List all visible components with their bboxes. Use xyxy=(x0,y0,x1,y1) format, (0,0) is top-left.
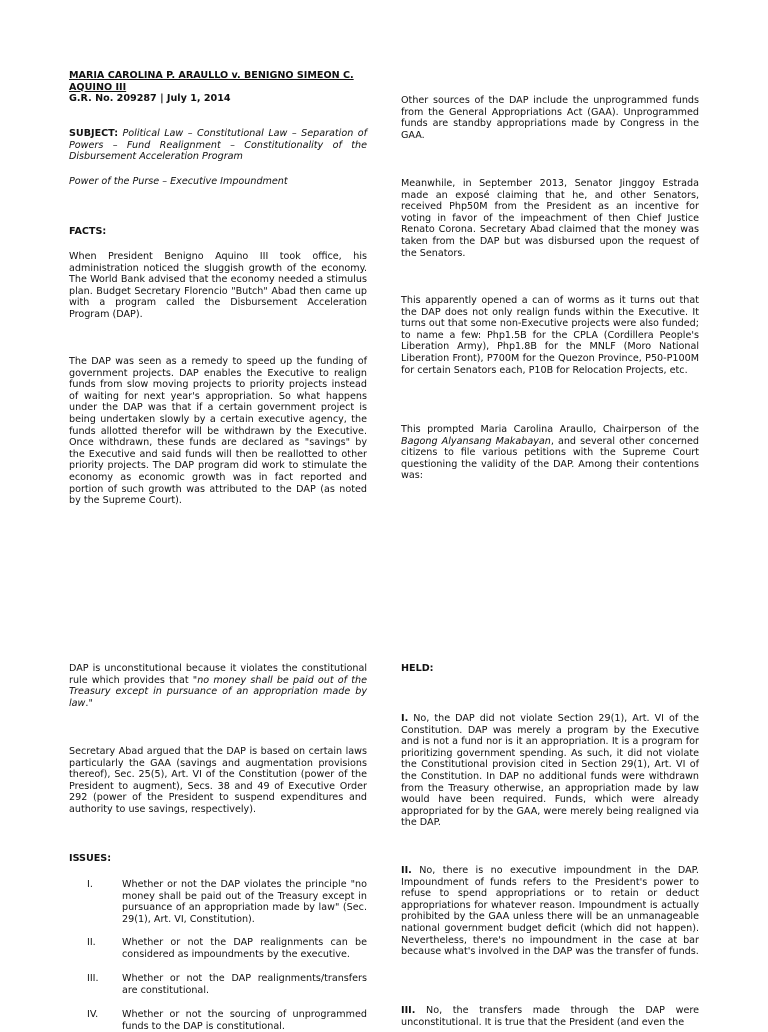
issue-number: IV. xyxy=(87,1009,99,1020)
held-text: No, the DAP did not violate Section 29(1), Art. VI of the Constitution. DAP was merely a program by the Executive and is not a fund nor is it an appropriation. It is a program for prioritizing government spending. As such, it did not violate the Constitutional provision cited in Section 29(1), Art. VI of the Constitution. In DAP no additional funds were withdrawn from the Treasury otherwise, an appropriation made by law would have been required. Funds, which were already appropriated for by the GAA, were merely being realigned via the DAP. xyxy=(401,713,700,829)
unprogrammed-funds-paragraph: Other sources of the DAP include the unprogrammed funds from the General Appropriations Act (GAA). Unprogrammed funds are standby appropriations made by Congress in the GAA. xyxy=(401,95,699,141)
contention-text: DAP is unconstitutional because it violates the constitutional rule which provides that " xyxy=(69,663,367,686)
estrada-expose-paragraph: Meanwhile, in September 2013, Senator Jinggoy Estrada made an exposé claiming that he, and other Senators, received Php50M from the President as an incentive for voting in favor of the impeachment of then Chief Justice Renato Corona. Secretary Abad claimed that the money was taken from the DAP but was disbursed upon the request of the Senators. xyxy=(401,178,699,259)
case-title xyxy=(69,70,367,93)
held-heading: HELD: xyxy=(401,663,434,674)
contention-end: ." xyxy=(85,697,93,709)
issue-item xyxy=(69,1009,367,1032)
facts-paragraph-2: The DAP was seen as a remedy to speed up the funding of government projects. DAP enables the Executive to realign funds from slow moving projects to priority projects instead of waiting for next year's appropriation. So what happens under the DAP was that if a certain government project is being undertaken slowly by a certain executive agency, the funds allotted therefor will be withdrawn by the Executive. Once withdrawn, these funds are declared as "savings" by the Executive and said funds will then be reallotted to other priority projects. The DAP program did work to stimulate the economy as economic growth was in fact reported and portion of such growth was attributed to the DAP (as noted by the Supreme Court). xyxy=(69,356,367,507)
issue-text: Whether or not the DAP realignments can be considered as impoundments by the executive. xyxy=(122,937,367,960)
issue-number: III. xyxy=(87,973,99,984)
held-item xyxy=(401,865,699,958)
issue-number: I. xyxy=(87,879,93,890)
gr-number: G.R. No. 209287 | July 1, 2014 xyxy=(69,93,231,104)
organization-name: Bagong Alyansang Makabayan xyxy=(401,435,551,447)
held-item xyxy=(401,713,699,829)
topic: Power of the Purse – Executive Impoundment xyxy=(69,176,288,187)
issue-number: II. xyxy=(87,937,96,948)
issue-text: Whether or not the DAP violates the principle "no money shall be paid out of the Treasury except in pursuance of an appropriation made by law" (Sec. 29(1), Art. VI, Constitution). xyxy=(122,879,367,925)
contention-quote: no money shall be paid out of the Treasury except in pursuance of an appropriation made by law xyxy=(69,674,367,709)
subject-label: SUBJECT: xyxy=(69,128,119,139)
facts-heading: FACTS: xyxy=(69,226,107,237)
case-title-line1: MARIA CAROLINA P. ARAULLO v. BENIGNO SIMEON C. xyxy=(69,70,354,81)
subject-text: Political Law – Constitutional Law – Separation of Powers – Fund Realignment – Constitutionality of the Disbursement Acceleration Program xyxy=(69,128,367,163)
petitions-text-end: , and several other concerned citizens to file various petitions with the Supreme Court questioning the validity of the DAP. Among their contentions was: xyxy=(401,435,699,482)
abad-argument-paragraph: Secretary Abad argued that the DAP is based on certain laws particularly the GAA (savings and augmentation provisions thereof), Sec. 25(5), Art. VI of the Constitution (power of the President to augment), Secs. 38 and 49 of Executive Order 292 (power of the President to suspend expenditures and authority to use savings, respectively). xyxy=(69,746,367,815)
case-title-line2: AQUINO III xyxy=(69,81,127,93)
petitions-paragraph xyxy=(401,424,699,482)
non-executive-projects-paragraph: This apparently opened a can of worms as it turns out that the DAP does not only realign funds within the Executive. It turns out that some non-Executive projects were also funded; to name a few: Php1.5B for the CPLA (Cordillera People's Liberation Army), Php1.8B for the MNLF (Moro National Liberation Front), P700M for the Quezon Province, P50-P100M for certain Senators each, P10B for Relocation Projects, etc. xyxy=(401,295,699,376)
issue-item xyxy=(69,973,367,996)
held-number: I. xyxy=(401,713,409,724)
subject xyxy=(69,128,367,163)
facts-paragraph-1: When President Benigno Aquino III took office, his administration noticed the sluggish growth of the economy. The World Bank advised that the economy needed a stimulus plan. Budget Secretary Florencio "Butch" Abad then came up with a program called the Disbursement Acceleration Program (DAP). xyxy=(69,251,367,320)
held-number: II. xyxy=(401,865,412,876)
petitions-text: This prompted Maria Carolina Araullo, Chairperson of the xyxy=(401,424,699,435)
issues-heading: ISSUES: xyxy=(69,853,112,864)
held-item xyxy=(401,1005,699,1028)
held-text: No, there is no executive impoundment in the DAP. Impoundment of funds refers to the President's power to refuse to spend appropriations or to retain or deduct appropriations for whatever reason. Impoundment is actually prohibited by the GAA unless there will be an unmanageable national government budget deficit (which did not happen). Nevertheless, there's no impoundment in the case at bar because what's involved in the DAP was the transfer of funds. xyxy=(401,865,699,958)
issue-item xyxy=(69,879,367,925)
right-column xyxy=(401,0,700,1028)
issue-text: Whether or not the DAP realignments/transfers are constitutional. xyxy=(122,973,367,996)
contention-paragraph xyxy=(69,663,367,709)
issue-item xyxy=(69,937,367,960)
held-number: III. xyxy=(401,1005,416,1016)
left-column xyxy=(69,0,367,1032)
held-text: No, the transfers made through the DAP were unconstitutional. It is true that the President (and even the xyxy=(401,1005,699,1028)
issue-text: Whether or not the sourcing of unprogrammed funds to the DAP is constitutional. xyxy=(122,1009,367,1032)
